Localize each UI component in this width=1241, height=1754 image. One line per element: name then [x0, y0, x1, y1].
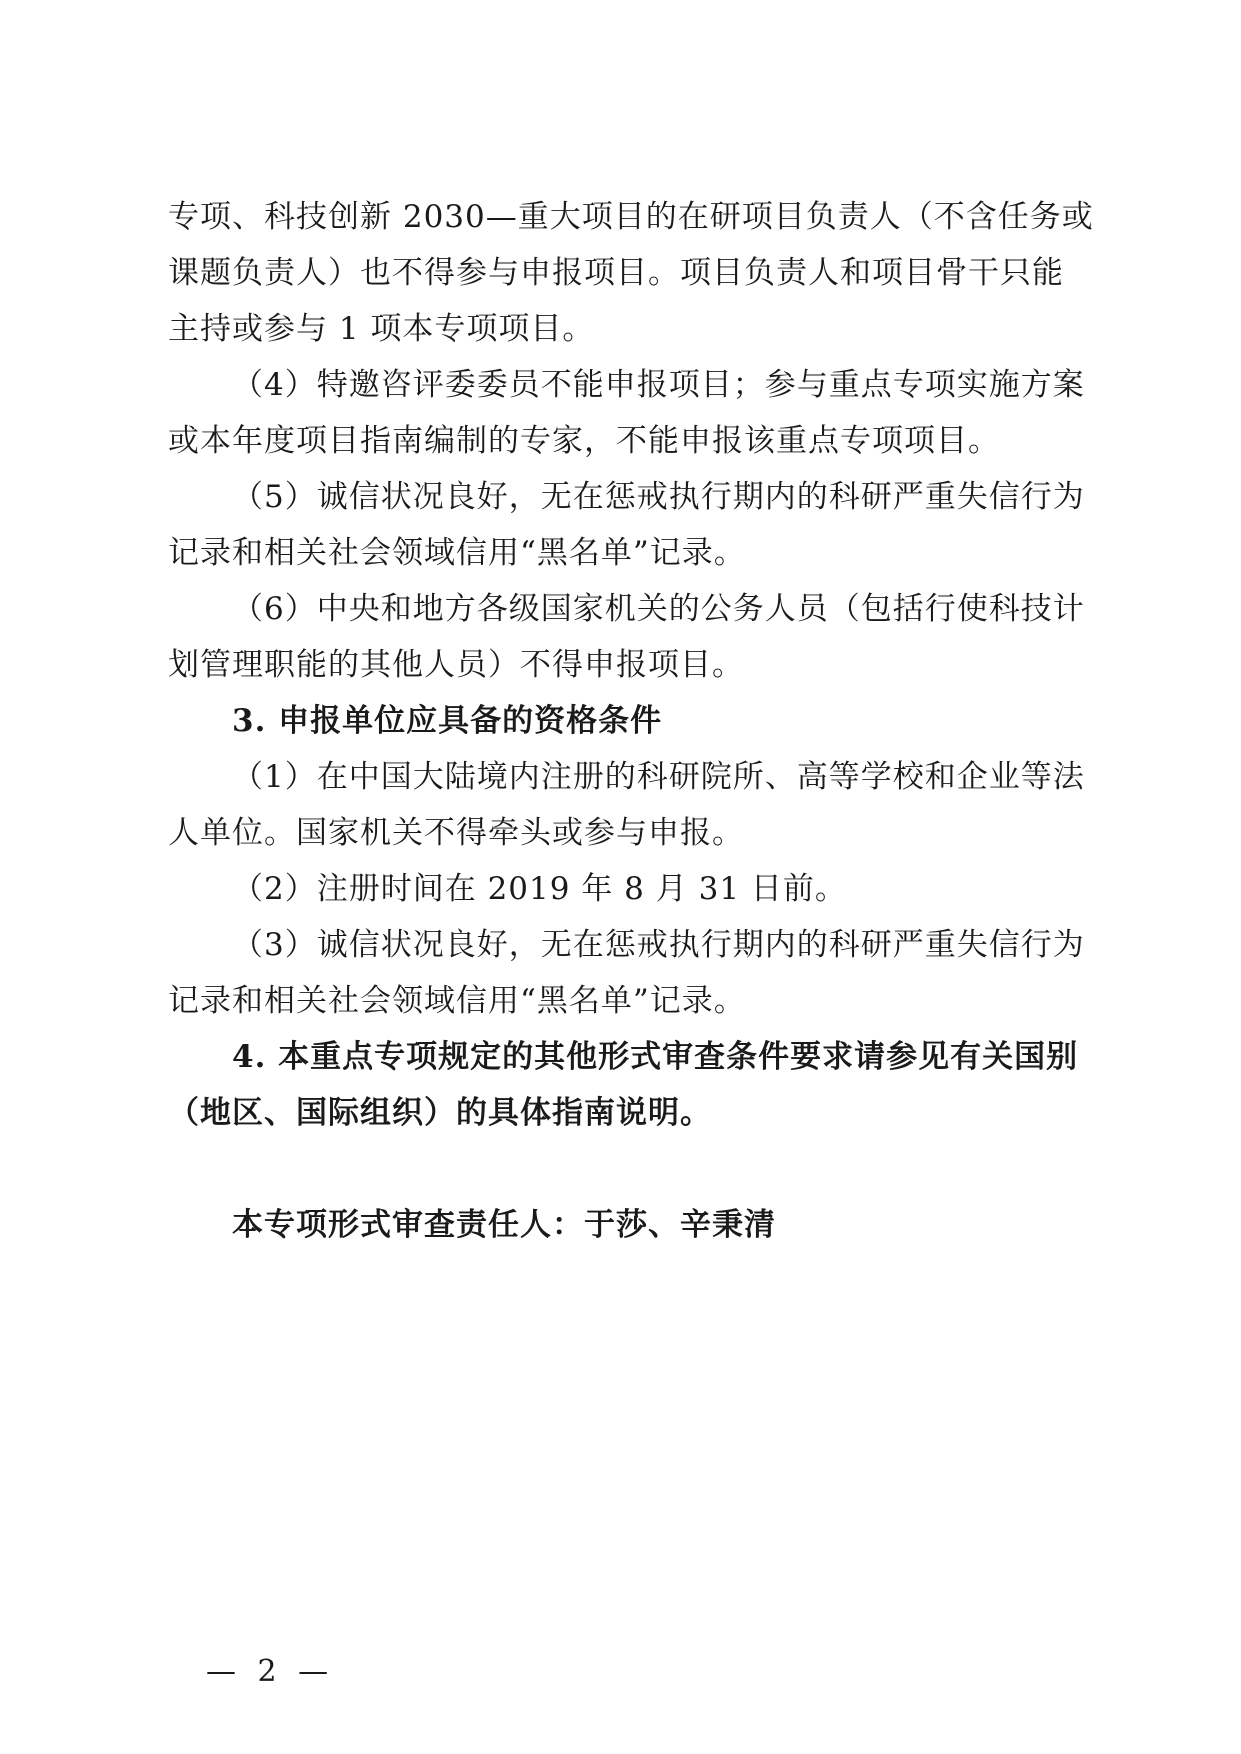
section-heading-4: 4. 本重点专项规定的其他形式审查条件要求请参见有关国别: [232, 1039, 1079, 1075]
responsible-persons: 本专项形式审查责任人：于莎、辛秉清: [232, 1207, 776, 1243]
paragraph-line: 专项、科技创新 2030—重大项目的在研项目负责人（不含任务或: [168, 199, 1094, 235]
paragraph-line: 记录和相关社会领域信用“黑名单”记录。: [168, 535, 746, 571]
item-3-line: （3）诚信状况良好，无在惩戒执行期内的科研严重失信行为: [232, 927, 1085, 963]
section-heading-3: 3. 申报单位应具备的资格条件: [232, 703, 663, 739]
section-heading-4-continued: （地区、国际组织）的具体指南说明。: [168, 1095, 712, 1131]
page-number: — 2 —: [206, 1654, 335, 1689]
item-5-line: （5）诚信状况良好，无在惩戒执行期内的科研严重失信行为: [232, 479, 1085, 515]
item-6-line: （6）中央和地方各级国家机关的公务人员（包括行使科技计: [232, 591, 1085, 627]
item-2-line: （2）注册时间在 2019 年 8 月 31 日前。: [232, 871, 847, 907]
paragraph-line: 记录和相关社会领域信用“黑名单”记录。: [168, 983, 746, 1019]
paragraph-line: 课题负责人）也不得参与申报项目。项目负责人和项目骨干只能: [168, 255, 1064, 291]
paragraph-line: 人单位。国家机关不得牵头或参与申报。: [168, 815, 744, 851]
item-1-line: （1）在中国大陆境内注册的科研院所、高等学校和企业等法: [232, 759, 1085, 795]
paragraph-line: 划管理职能的其他人员）不得申报项目。: [168, 647, 744, 683]
item-4-line: （4）特邀咨评委委员不能申报项目；参与重点专项实施方案: [232, 367, 1085, 403]
paragraph-line: 或本年度项目指南编制的专家，不能申报该重点专项项目。: [168, 423, 1000, 459]
paragraph-line: 主持或参与 1 项本专项项目。: [168, 311, 595, 347]
